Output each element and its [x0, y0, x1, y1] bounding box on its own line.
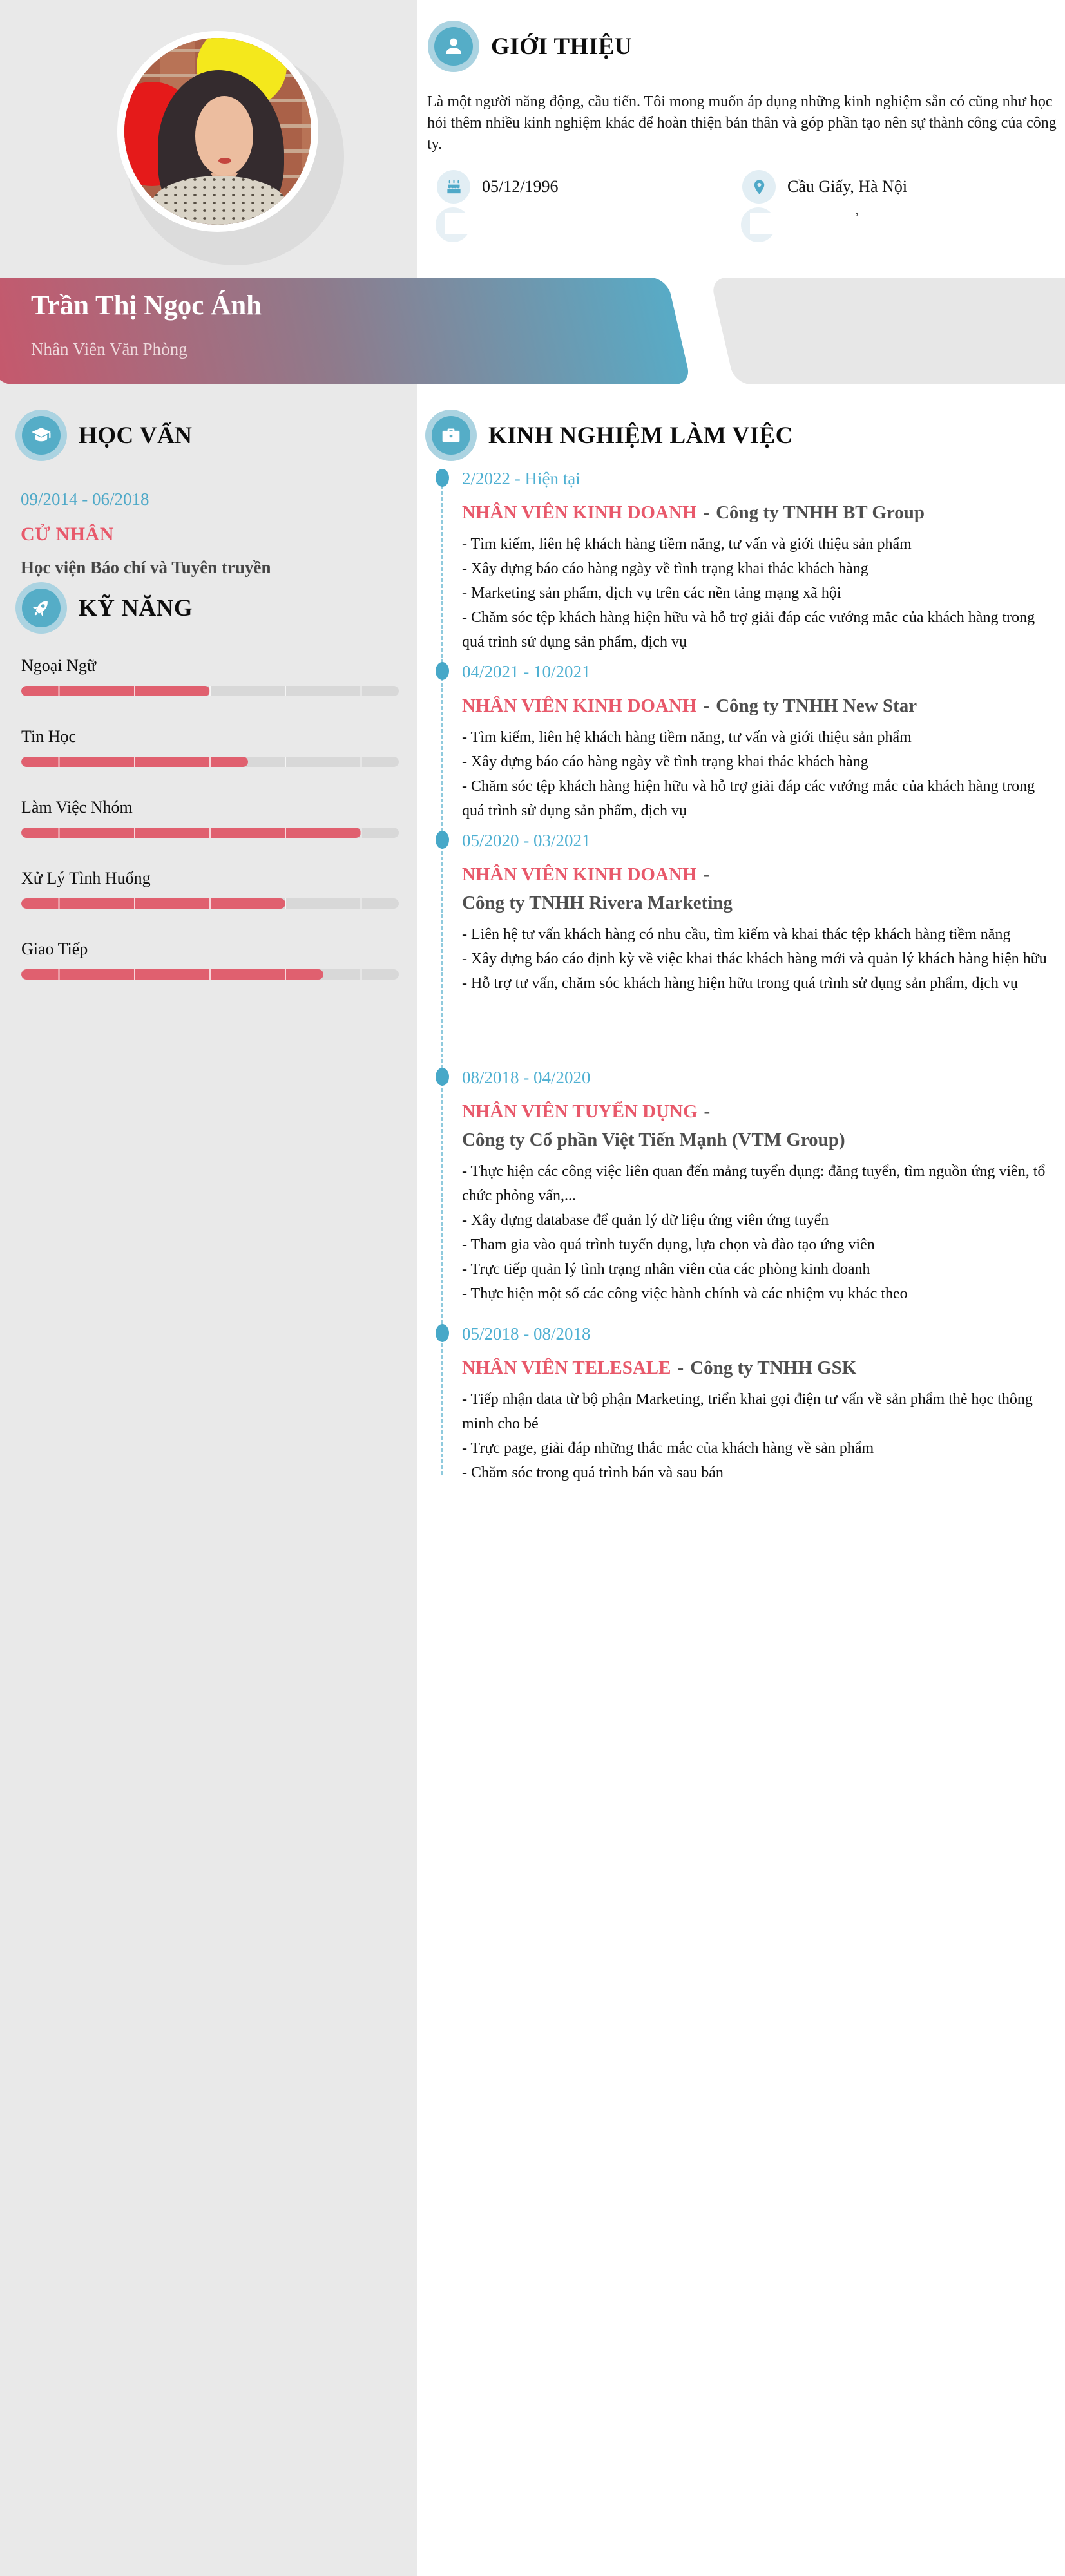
placeholder-contact-icon	[436, 207, 470, 242]
job-bullet: - Tiếp nhận data từ bộ phận Marketing, triển khai gọi điện tư vấn về sản phẩm thẻ học thông minh cho bé	[462, 1391, 1033, 1432]
job-bullet: - Chăm sóc tệp khách hàng hiện hữu và hỗ trợ giải đáp các vướng mắc của khách hàng trong quá trình sử dụng sản phẩm, dịch vụ	[462, 778, 1035, 819]
job-role: NHÂN VIÊN KINH DOANH	[462, 864, 697, 885]
job-period: 04/2021 - 10/2021	[462, 662, 591, 681]
job-period: 2/2022 - Hiện tại	[462, 469, 580, 488]
location-value: Cầu Giấy, Hà Nội	[787, 177, 908, 196]
job-bullet: - Tham gia vào quá trình tuyển dụng, lựa chọn và đào tạo ứng viên	[462, 1236, 875, 1253]
portrait-face	[195, 96, 253, 176]
job-bullet: - Chăm sóc trong quá trình bán và sau bán	[462, 1464, 724, 1481]
job-bullet: - Xây dựng báo cáo hàng ngày về tình trạng khai thác khách hàng	[462, 560, 868, 577]
job-bullet: - Trực tiếp quản lý tình trạng nhân viên của các phòng kinh doanh	[462, 1261, 870, 1278]
text-fragment: ’	[854, 210, 859, 227]
job-company: Công ty TNHH GSK	[690, 1358, 857, 1378]
job-bullet: - Xây dựng báo cáo hàng ngày về tình trạng khai thác khách hàng	[462, 753, 868, 770]
location-row	[742, 170, 907, 204]
job-company: Công ty TNHH BT Group	[716, 502, 925, 523]
education-school: Học viện Báo chí và Tuyên truyền	[21, 558, 271, 577]
birthday-cake-icon	[437, 170, 470, 204]
education-heading: HỌC VẤN	[79, 422, 193, 449]
skills-section-header	[15, 582, 193, 634]
portrait-lips	[218, 158, 231, 164]
skill-progress-fill	[21, 898, 285, 909]
intro-paragraph: Là một người năng động, cầu tiến. Tôi mong muốn áp dụng những kinh nghiệm sẵn có cũng như học hỏi thêm nhiều kinh nghiệm khác để hoàn thiện bản thân và góp phần tạo nên sự thành công của công ty.	[427, 93, 1057, 153]
job-period: 05/2018 - 08/2018	[462, 1324, 591, 1343]
job-bullet: - Hỗ trợ tư vấn, chăm sóc khách hàng hiện hữu trong quá trình sử dụng sản phẩm, dịch vụ	[462, 975, 1018, 992]
job-bullet: - Trực page, giải đáp những thắc mắc của khách hàng về sản phẩm	[462, 1440, 874, 1457]
skill-progress-bar	[21, 828, 399, 838]
portrait-shirt	[151, 176, 287, 232]
job-bullet-list	[462, 725, 1058, 823]
person-name: Trần Thị Ngọc Ánh	[31, 290, 262, 321]
job-title-line	[462, 1354, 1058, 1382]
job-entry	[462, 662, 1058, 823]
skill-progress-fill	[21, 828, 361, 838]
skill-item	[21, 656, 399, 696]
banner-gray-shape	[710, 278, 1065, 384]
skill-label: Giao Tiếp	[21, 940, 88, 958]
job-title-line	[462, 860, 1058, 917]
skills-heading: KỸ NĂNG	[79, 594, 193, 621]
job-title-separator: -	[677, 1358, 684, 1378]
intro-section-header	[428, 21, 632, 72]
skill-item	[21, 939, 399, 980]
skill-item	[21, 797, 399, 838]
job-entry	[462, 1324, 1058, 1485]
job-period: 08/2018 - 04/2020	[462, 1068, 591, 1087]
birthday-value: 05/12/1996	[482, 177, 559, 196]
skill-progress-fill	[21, 969, 323, 980]
skill-progress-bar	[21, 686, 399, 696]
skills-list	[21, 656, 399, 1010]
person-job-title: Nhân Viên Văn Phòng	[31, 339, 187, 359]
job-title-line	[462, 498, 1058, 527]
birthday-row	[437, 170, 558, 204]
profile-photo	[117, 31, 318, 232]
job-company: Công ty Cổ phần Việt Tiến Mạnh (VTM Group)	[462, 1130, 845, 1150]
job-bullet: - Xây dựng database để quản lý dữ liệu ứng viên ứng tuyển	[462, 1212, 829, 1229]
location-pin-icon	[742, 170, 776, 204]
job-role: NHÂN VIÊN TELESALE	[462, 1358, 671, 1378]
job-bullet: - Xây dựng báo cáo định kỳ về việc khai thác khách hàng mới và quản lý khách hàng hiện hữu	[462, 951, 1047, 967]
job-bullet-list	[462, 532, 1058, 654]
job-bullet: - Tìm kiếm, liên hệ khách hàng tiềm năng, tư vấn và giới thiệu sản phẩm	[462, 729, 912, 746]
education-period: 09/2014 - 06/2018	[21, 489, 149, 509]
skill-progress-bar	[21, 969, 399, 980]
job-bullet: - Chăm sóc tệp khách hàng hiện hữu và hỗ trợ giải đáp các vướng mắc của khách hàng trong quá trình sử dụng sản phẩm, dịch vụ	[462, 609, 1035, 650]
job-bullet: - Liên hệ tư vấn khách hàng có nhu cầu, tìm kiếm và khai thác tệp khách hàng tiềm năng	[462, 926, 1011, 943]
education-degree: CỬ NHÂN	[21, 524, 114, 545]
placeholder-contact-icon	[741, 207, 776, 242]
skill-progress-fill	[21, 686, 210, 696]
job-role: NHÂN VIÊN KINH DOANH	[462, 696, 697, 716]
skill-item	[21, 868, 399, 909]
job-bullet: - Thực hiện các công việc liên quan đến mảng tuyển dụng: đăng tuyển, tìm nguồn ứng viên, tổ chức phỏng vấn,...	[462, 1163, 1046, 1204]
skill-label: Làm Việc Nhóm	[21, 798, 133, 817]
job-title-separator: -	[703, 864, 710, 885]
job-bullet: - Marketing sản phẩm, dịch vụ trên các nền tảng mạng xã hội	[462, 585, 841, 601]
experience-section-header	[425, 410, 793, 461]
intro-heading: GIỚI THIỆU	[491, 33, 633, 60]
job-entry	[462, 831, 1058, 996]
skill-label: Tin Học	[21, 727, 77, 746]
skill-item	[21, 726, 399, 767]
skill-progress-bar	[21, 757, 399, 767]
job-company: Công ty TNHH New Star	[716, 696, 917, 716]
skill-label: Ngoại Ngữ	[21, 656, 96, 675]
experience-heading: KINH NGHIỆM LÀM VIỆC	[488, 422, 793, 449]
job-entry	[462, 469, 1058, 654]
job-title-line	[462, 692, 1058, 720]
job-company: Công ty TNHH Rivera Marketing	[462, 893, 733, 913]
graduation-cap-icon	[15, 410, 67, 461]
person-icon	[428, 21, 479, 72]
job-title-line	[462, 1097, 1058, 1154]
skill-progress-fill	[21, 757, 248, 767]
job-bullet-list	[462, 1159, 1058, 1306]
job-bullet: - Thực hiện một số các công việc hành chính và các nhiệm vụ khác theo	[462, 1285, 908, 1302]
job-title-separator: -	[703, 696, 710, 716]
job-period: 05/2020 - 03/2021	[462, 831, 591, 850]
skill-progress-bar	[21, 898, 399, 909]
job-bullet-list	[462, 1387, 1058, 1485]
job-role: NHÂN VIÊN TUYỂN DỤNG	[462, 1101, 698, 1122]
job-bullet: - Tìm kiếm, liên hệ khách hàng tiềm năng, tư vấn và giới thiệu sản phẩm	[462, 536, 912, 553]
education-section-header	[15, 410, 193, 461]
briefcase-icon	[425, 410, 477, 461]
sidebar-panel	[0, 0, 417, 2576]
skill-label: Xử Lý Tình Huống	[21, 869, 151, 887]
job-entry	[462, 1068, 1058, 1306]
job-title-separator: -	[704, 1101, 711, 1122]
job-title-separator: -	[703, 502, 710, 523]
job-role: NHÂN VIÊN KINH DOANH	[462, 502, 697, 523]
rocket-icon	[15, 582, 67, 634]
job-bullet-list	[462, 922, 1058, 996]
